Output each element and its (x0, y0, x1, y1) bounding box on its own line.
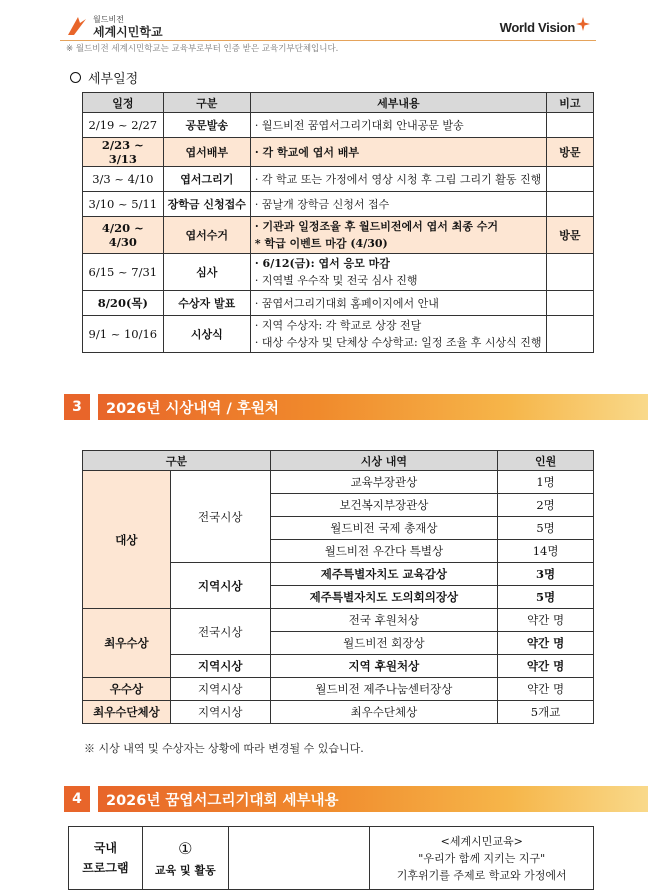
schedule-header-row (83, 93, 594, 113)
award-scope: 지역시상 (170, 563, 270, 609)
program-activity: 교육 및 활동 (154, 863, 216, 877)
schedule-detail-line: · 대상 수상자 및 단체상 수상학교: 일정 조율 후 시상식 진행 (254, 336, 542, 349)
schedule-period: 2/19 ~ 2/27 (83, 113, 164, 138)
schedule-heading (70, 68, 138, 87)
award-scope: 지역시상 (170, 655, 270, 678)
schedule-details (250, 167, 546, 192)
award-header-row (83, 451, 594, 471)
program-table (68, 826, 594, 890)
award-count: 약간 명 (498, 678, 594, 701)
circle-bullet-icon (70, 72, 81, 83)
schedule-category: 엽서배부 (163, 138, 250, 167)
award-count: 3명 (498, 563, 594, 586)
col-details: 세부내용 (250, 93, 546, 113)
star-logo-icon (576, 17, 590, 31)
table-row (83, 701, 594, 724)
schedule-note (546, 254, 593, 291)
schedule-note (546, 192, 593, 217)
schedule-details (250, 138, 546, 167)
world-vision-brand (500, 20, 590, 35)
award-scope: 지역시상 (170, 701, 270, 724)
award-count: 약간 명 (498, 609, 594, 632)
schedule-category: 장학금 신청접수 (163, 192, 250, 217)
schedule-detail-line: · 꿈날개 장학금 신청서 접수 (254, 197, 390, 211)
award-count: 2명 (498, 494, 594, 517)
award-name: 월드비전 국제 총재상 (270, 517, 498, 540)
program-empty-cell (228, 827, 370, 890)
schedule-period: 9/1 ~ 10/16 (83, 316, 164, 353)
schedule-detail-line: * 학급 이벤트 마감 (4/30) (254, 237, 388, 250)
schedule-detail-line: · 각 학교에 엽서 배부 (254, 145, 360, 159)
award-category: 최우수상 (83, 609, 171, 678)
table-row (83, 609, 594, 632)
award-name: 전국 후원처상 (270, 609, 498, 632)
schedule-details (250, 113, 546, 138)
schedule-detail-line: · 기관과 일정조율 후 월드비전에서 엽서 최종 수거 (254, 220, 499, 233)
certification-notice: ※ 월드비전 세계시민학교는 교육부로부터 인증 받은 교육기부단체입니다. (66, 44, 339, 54)
award-name: 최우수단체상 (270, 701, 498, 724)
program-label-line: 국내 (93, 841, 118, 855)
table-row (69, 827, 594, 890)
program-number: ① (178, 838, 193, 858)
award-count: 약간 명 (498, 655, 594, 678)
award-category: 우수상 (83, 678, 171, 701)
col-count: 인원 (498, 451, 594, 471)
program-description (370, 827, 594, 890)
award-count: 5명 (498, 586, 594, 609)
program-desc-line: <세계시민교육> (440, 834, 523, 848)
schedule-note: 방문 (546, 138, 593, 167)
schedule-category: 심사 (163, 254, 250, 291)
col-award: 시상 내역 (270, 451, 498, 471)
award-scope: 지역시상 (170, 678, 270, 701)
schedule-category: 엽서수거 (163, 217, 250, 254)
schedule-note (546, 167, 593, 192)
schedule-note: 방문 (546, 217, 593, 254)
program-activity-cell (142, 827, 228, 890)
col-note: 비고 (546, 93, 593, 113)
award-scope: 전국시상 (170, 609, 270, 655)
header-divider (60, 40, 596, 41)
table-row (83, 471, 594, 494)
school-logo (66, 14, 163, 38)
award-category: 대상 (83, 471, 171, 609)
award-count: 5개교 (498, 701, 594, 724)
program-desc-line: 기후위기를 주제로 학교와 가정에서 (396, 868, 567, 882)
schedule-category: 공문발송 (163, 113, 250, 138)
schedule-detail-line: · 각 학교 또는 가정에서 영상 시청 후 그림 그리기 활동 진행 (254, 172, 542, 186)
section-4-title: 2026년 꿈엽서그리기대회 세부내용 (98, 786, 648, 812)
section-3-bar (64, 392, 648, 422)
schedule-category: 수상자 발표 (163, 291, 250, 316)
award-count: 5명 (498, 517, 594, 540)
schedule-category: 시상식 (163, 316, 250, 353)
award-name: 제주특별자치도 교육감상 (270, 563, 498, 586)
table-row (83, 138, 594, 167)
schedule-period: 2/23 ~ 3/13 (83, 138, 164, 167)
award-name: 월드비전 제주나눔센터장상 (270, 678, 498, 701)
schedule-note (546, 316, 593, 353)
award-name: 제주특별자치도 도의회의장상 (270, 586, 498, 609)
award-name: 보건복지부장관상 (270, 494, 498, 517)
award-count: 1명 (498, 471, 594, 494)
schedule-details (250, 217, 546, 254)
schedule-note (546, 113, 593, 138)
section-4-number: 4 (64, 786, 90, 812)
schedule-period: 3/3 ~ 4/10 (83, 167, 164, 192)
award-table (82, 450, 594, 724)
col-category: 구분 (163, 93, 250, 113)
table-row (83, 316, 594, 353)
section-4-bar (64, 784, 648, 814)
brand-text: World Vision (499, 20, 575, 35)
table-row (83, 217, 594, 254)
table-row (83, 167, 594, 192)
section-3-title: 2026년 시상내역 / 후원처 (98, 394, 648, 420)
award-count: 약간 명 (498, 632, 594, 655)
schedule-detail-line: · 꿈엽서그리기대회 홈페이지에서 안내 (254, 296, 439, 310)
table-row (83, 678, 594, 701)
table-row (83, 254, 594, 291)
award-count: 14명 (498, 540, 594, 563)
schedule-details (250, 291, 546, 316)
schedule-detail-line: · 지역별 우수작 및 전국 심사 진행 (254, 274, 418, 287)
schedule-heading-text: 세부일정 (88, 72, 139, 87)
award-scope: 전국시상 (170, 471, 270, 563)
award-name: 지역 후원처상 (270, 655, 498, 678)
program-desc-line: "우리가 함께 지키는 지구" (418, 851, 546, 865)
table-row (83, 192, 594, 217)
schedule-period: 6/15 ~ 7/31 (83, 254, 164, 291)
award-name: 월드비전 우간다 특별상 (270, 540, 498, 563)
schedule-detail-line: · 지역 수상자: 각 학교로 상장 전달 (254, 319, 422, 332)
program-label-line: 프로그램 (82, 861, 129, 875)
section-3-number: 3 (64, 394, 90, 420)
program-label (69, 827, 143, 890)
schedule-period: 8/20(목) (83, 291, 164, 316)
schedule-table (82, 92, 594, 353)
schedule-details (250, 316, 546, 353)
schedule-details (250, 192, 546, 217)
schedule-detail-line: · 6/12(금): 엽서 응모 마감 (254, 257, 390, 270)
schedule-detail-line: · 월드비전 꿈엽서그리기대회 안내공문 발송 (254, 118, 464, 132)
col-division: 구분 (83, 451, 271, 471)
award-category: 최우수단체상 (83, 701, 171, 724)
table-row (83, 113, 594, 138)
schedule-category: 엽서그리기 (163, 167, 250, 192)
logo-main-text: 세계시민학교 (93, 25, 163, 39)
schedule-period: 3/10 ~ 5/11 (83, 192, 164, 217)
globe-logo-icon (66, 15, 88, 37)
schedule-period: 4/20 ~ 4/30 (83, 217, 164, 254)
award-name: 교육부장관상 (270, 471, 498, 494)
col-period: 일정 (83, 93, 164, 113)
table-row (83, 291, 594, 316)
schedule-details (250, 254, 546, 291)
award-footnote: ※ 시상 내역 및 수상자는 상황에 따라 변경될 수 있습니다. (84, 742, 364, 755)
award-name: 월드비전 회장상 (270, 632, 498, 655)
logo-sub-text: 월드비전 (93, 15, 124, 24)
schedule-note (546, 291, 593, 316)
